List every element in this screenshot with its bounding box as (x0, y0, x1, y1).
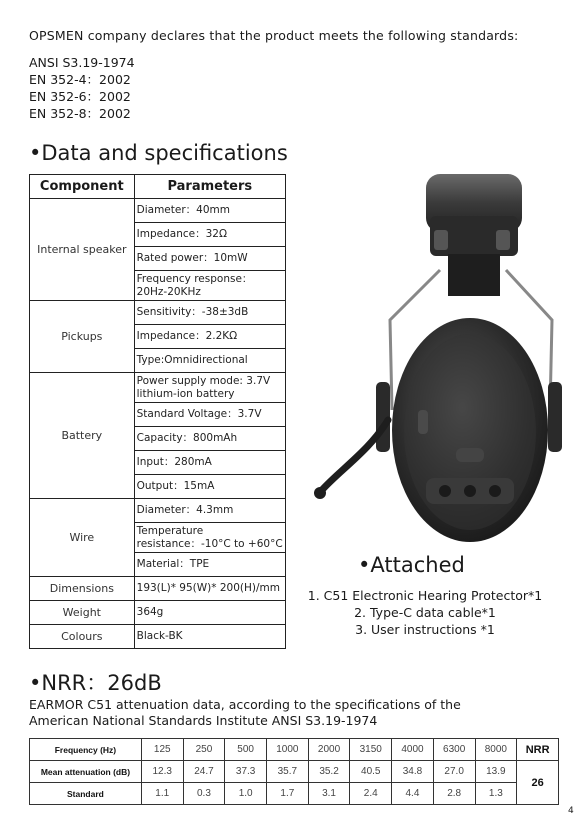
param-line: resistance：-10°C to +60°C (136, 537, 283, 550)
page-number: 4 (568, 806, 574, 816)
mean-attenuation-row (30, 761, 559, 783)
param-line: 20Hz-20KHz (136, 285, 201, 298)
param-line: Power supply mode: 3.7V (136, 374, 271, 387)
param-cell (134, 523, 285, 553)
param-cell: Material：TPE (134, 553, 285, 577)
param-line: Frequency response： (136, 272, 253, 285)
param-cell: 193(L)* 95(W)* 200(H)/mm (134, 577, 285, 601)
frequency-row (30, 739, 559, 761)
param-cell: Diameter：40mm (134, 199, 285, 223)
mean-cell: 37.3 (225, 761, 267, 783)
row-label: Frequency (Hz) (30, 739, 142, 761)
row-label: Mean attenuation (dB) (30, 761, 142, 783)
row-label: Standard (30, 783, 142, 805)
standard-cell: 2.4 (350, 783, 392, 805)
standard-en352-8: EN 352-8：2002 (29, 106, 131, 121)
frequency-cell: 6300 (433, 739, 475, 761)
frequency-cell: 125 (141, 739, 183, 761)
standard-en352-6: EN 352-6：2002 (29, 89, 131, 104)
frequency-cell: 250 (183, 739, 225, 761)
component-colours: Colours (30, 625, 135, 649)
standard-row (30, 783, 559, 805)
nrr-table (29, 738, 559, 805)
param-cell: 364g (134, 601, 285, 625)
component-battery: Battery (30, 373, 135, 499)
component-weight: Weight (30, 601, 135, 625)
standard-cell: 0.3 (183, 783, 225, 805)
param-cell: Impedance：32Ω (134, 223, 285, 247)
param-cell: Capacity：800mAh (134, 427, 285, 451)
param-line: Temperature (136, 524, 204, 537)
specs-heading: •Data and specifications (29, 141, 288, 165)
mean-cell: 12.3 (141, 761, 183, 783)
attached-item: 3. User instructions *1 (355, 622, 495, 637)
frequency-cell: 8000 (475, 739, 517, 761)
spec-table (29, 174, 286, 649)
param-cell: Standard Voltage：3.7V (134, 403, 285, 427)
attached-list (300, 587, 550, 638)
frequency-cell: 4000 (392, 739, 434, 761)
standard-en352-4: EN 352-4：2002 (29, 72, 131, 87)
attached-item: 2. Type-C data cable*1 (354, 605, 496, 620)
mean-cell: 27.0 (433, 761, 475, 783)
param-cell: Diameter：4.3mm (134, 499, 285, 523)
standard-cell: 1.7 (267, 783, 309, 805)
nrr-heading: •NRR：26dB (29, 671, 162, 695)
earmuff-product-image (300, 170, 570, 550)
param-cell: Output：15mA (134, 475, 285, 499)
standard-cell: 1.3 (475, 783, 517, 805)
standard-ansi: ANSI S3.19-1974 (29, 55, 135, 70)
component-internal-speaker: Internal speaker (30, 199, 135, 301)
frequency-cell: 1000 (267, 739, 309, 761)
component-dimensions: Dimensions (30, 577, 135, 601)
attached-item: 1. C51 Electronic Hearing Protector*1 (307, 588, 543, 603)
param-cell: Input：280mA (134, 451, 285, 475)
nrr-desc-line: EARMOR C51 attenuation data, according to the specifications of the (29, 697, 461, 712)
param-cell (134, 271, 285, 301)
nrr-desc-line: American National Standards Institute ANSI S3.19-1974 (29, 713, 378, 728)
intro-text: OPSMEN company declares that the product meets the following standards: (29, 28, 519, 43)
nrr-label-cell: NRR (517, 739, 559, 761)
standard-cell: 4.4 (392, 783, 434, 805)
param-line: lithium-ion battery (136, 387, 235, 400)
mean-cell: 13.9 (475, 761, 517, 783)
nrr-value-cell: 26 (517, 761, 559, 805)
param-cell: Rated power：10mW (134, 247, 285, 271)
param-cell (134, 373, 285, 403)
param-cell: Type:Omnidirectional (134, 349, 285, 373)
param-cell: Impedance：2.2KΩ (134, 325, 285, 349)
standard-cell: 2.8 (433, 783, 475, 805)
frequency-cell: 3150 (350, 739, 392, 761)
param-cell: Black-BK (134, 625, 285, 649)
frequency-cell: 2000 (308, 739, 350, 761)
standard-cell: 3.1 (308, 783, 350, 805)
param-cell: Sensitivity：-38±3dB (134, 301, 285, 325)
header-component: Component (30, 175, 135, 199)
component-pickups: Pickups (30, 301, 135, 373)
header-parameters: Parameters (134, 175, 285, 199)
frequency-cell: 500 (225, 739, 267, 761)
mean-cell: 24.7 (183, 761, 225, 783)
mean-cell: 34.8 (392, 761, 434, 783)
spec-header-row (30, 175, 286, 199)
mean-cell: 35.2 (308, 761, 350, 783)
standard-cell: 1.1 (141, 783, 183, 805)
mean-cell: 40.5 (350, 761, 392, 783)
nrr-description (29, 697, 461, 729)
standard-cell: 1.0 (225, 783, 267, 805)
component-wire: Wire (30, 499, 135, 577)
mean-cell: 35.7 (267, 761, 309, 783)
attached-heading: •Attached (358, 553, 465, 577)
